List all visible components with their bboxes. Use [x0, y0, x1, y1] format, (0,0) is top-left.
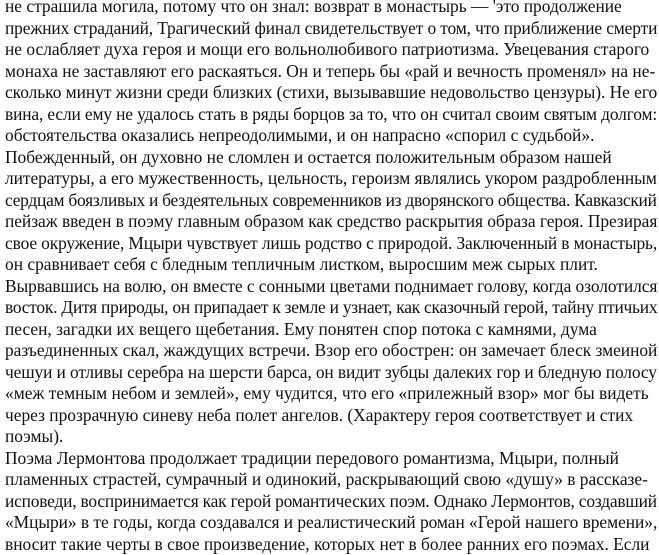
text-line: восток. Дитя природы, он припадает к земле и узнает, как сказочный герой, тайну птичьих	[5, 297, 657, 319]
text-line: через прозрачную синеву неба полет ангелов. (Характеру героя соответствует и стих	[5, 405, 657, 427]
text-line: Поэма Лермонтова продолжает традиции передового романтизма, Мцыри, полный	[5, 448, 657, 470]
text-line: не страшила могила, потому что он знал: возврат в монастырь — 'это продолжение	[5, 0, 657, 18]
text-line: поэмы).	[5, 426, 657, 448]
text-line: вносит такие черты в свое произведение, которых нет в более ранних его поэмах. Если	[5, 534, 657, 555]
text-line: песен, загадки их вещего щебетания. Ему понятен спор потока с камнями, дума	[5, 319, 657, 341]
text-line: Вырвавшись на волю, он вместе с сонными цветами поднимает голову, когда озолотился	[5, 276, 657, 298]
text-line: чешуи и отливы серебра на шерсти барса, он видит зубцы далеких гор и бледную полосу	[5, 362, 657, 384]
text-line: Побежденный, он духовно не сломлен и остается положительным образом нашей	[5, 147, 657, 169]
text-line: исповеди, воспринимается как герой романтических поэм. Однако Лермонтов, создавший	[5, 491, 657, 513]
text-line: разъединенных скал, жаждущих встречи. Взор его обострен: он замечает блеск змеиной	[5, 340, 657, 362]
text-line: обстоятельства оказались непреодолимыми, и он напрасно «спорил с судьбой».	[5, 125, 657, 147]
text-line: монаха не заставляют его раскаяться. Он и теперь бы «рай и вечность променял» на не-	[5, 61, 657, 83]
text-line: он сравнивает себя с бледным тепличным листком, выросшим меж сырых плит.	[5, 254, 657, 276]
text-line: «меж темным небом и землей», ему чудится, что его «прилежный взор» мог бы видеть	[5, 383, 657, 405]
text-line: пейзаж введен в поэму главным образом как средство раскрытия образа героя. Презирая	[5, 211, 657, 233]
text-line: сколько минут жизни среди близких (стихи, вызывавшие недовольство цензуры). Не его	[5, 82, 657, 104]
body-text	[5, 0, 657, 555]
text-line: свое окружение, Мцыри чувствует лишь родство с природой. Заключенный в монастырь,	[5, 233, 657, 255]
text-line: прежних страданий, Трагический финал свидетельствует о том, что приближение смерти	[5, 18, 657, 40]
text-line: сердцам боязливых и бездеятельных современников из дворянского общества. Кавказский	[5, 190, 657, 212]
text-line: литературы, а его мужественность, цельность, героизм являлись укором раздробленным	[5, 168, 657, 190]
text-line: вина, если ему не удалось стать в ряды борцов за то, что он считал своим святым долгом:	[5, 104, 657, 126]
text-line: «Мцыри» в те годы, когда создавался и реалистический роман «Герой нашего времени»,	[5, 512, 657, 534]
text-line: не ослабляет духа героя и мощи его вольнолюбивого патриотизма. Увецевания старого	[5, 39, 657, 61]
text-line: пламенных страстей, сумрачный и одинокий, раскрывающий свою «душу» в рассказе-	[5, 469, 657, 491]
